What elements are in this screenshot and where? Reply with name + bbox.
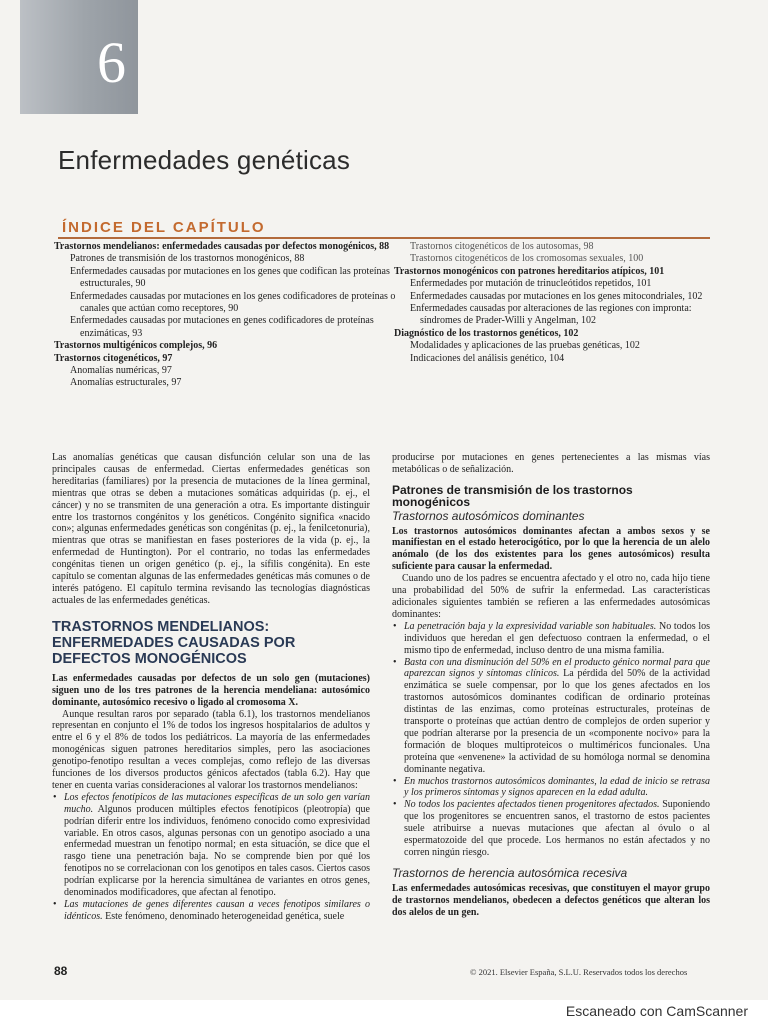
bullet-item (392, 799, 710, 859)
body-right-column (392, 452, 710, 919)
toc-entry: Anomalías numéricas, 97 (70, 365, 172, 377)
toc-entry: Patrones de transmisión de los trastornos monogénicos, 88 (70, 253, 305, 265)
bullet-icon: • (393, 656, 397, 668)
toc-entry: Enfermedades causadas por mutaciones en los genes codificadores de proteínas o canales que actúan como receptores, 90 (70, 290, 396, 315)
bullet-icon: • (53, 791, 57, 803)
copyright-notice: © 2021. Elsevier España, S.L.U. Reservados todos los derechos (470, 967, 688, 977)
chapter-number-box (20, 0, 138, 114)
toc-entry: Enfermedades causadas por alteraciones de las regiones con impronta: síndromes de Prader-Willi y Angelman, 102 (410, 303, 692, 327)
toc-entry: Anomalías estructurales, 97 (70, 377, 182, 389)
toc-left-column (54, 241, 399, 390)
bullet-lead: No todos los pacientes afectados tienen progenitores afectados. (404, 799, 660, 811)
subsubsection-heading: Trastornos autosómicos dominantes (392, 508, 585, 523)
toc-right-column (394, 241, 714, 365)
page-number: 88 (54, 964, 68, 978)
bullet-text: La pérdida del 50% de la actividad enzimática se suele compensar, por lo que los genes afectados en los trastornos autosómicos dominantes codifican de ordinario proteínas distintas de las enzimas, como proteínas estructurales, proteínas de transporte o proteínas que actúan dentro de complejos de orden superior y que podrían alterarse por la presencia de un «componente nocivo» para la formación de bloques multiproteicos o multiméricos funcionales. Una proteína que «envenene» la actividad de su homóloga normal se denomina dominante negativa. (404, 668, 710, 775)
lead-paragraph: Los trastornos autosómicos dominantes afectan a ambos sexos y se manifiestan en el estado heterocigótico, por lo que la herencia de un alelo anómalo (de los dos existentes para los genes autosómicos) resulta suficiente para causar la enfermedad. (392, 525, 710, 573)
bullet-icon: • (393, 775, 397, 787)
toc-entry: Indicaciones del análisis genético, 104 (410, 352, 565, 364)
lead-paragraph: Las enfermedades causadas por defectos de un solo gen (mutaciones) siguen uno de los tres patrones de la herencia mendeliana: autosómico dominante, autosómico recesivo o ligado al cromosoma X. (52, 672, 370, 708)
toc-heading: ÍNDICE DEL CAPÍTULO (62, 219, 266, 236)
toc-divider (58, 237, 710, 239)
bullet-item (392, 621, 710, 657)
toc-entry: Trastornos mendelianos: enfermedades causadas por defectos monogénicos, 88 (54, 241, 390, 252)
toc-entry: Trastornos citogenéticos de los cromosomas sexuales, 100 (410, 253, 644, 265)
bullet-icon: • (393, 620, 397, 632)
toc-entry: Diagnóstico de los trastornos genéticos, 102 (394, 327, 579, 339)
bullet-lead: En muchos trastornos autosómicos dominantes, la edad de inicio se retrasa y los primeros síntomas y signos aparecen en la edad adulta. (404, 775, 710, 799)
bullet-text: Suponiendo que los progenitores se encuentren sanos, el trastorno de estos pacientes suele atribuirse a nuevas mutaciones que afectan al óvulo o al espermatozoide del que procede. Los hermanos no están afectados y no corren ningún riesgo. (404, 799, 710, 858)
continuation-paragraph: producirse por mutaciones en genes pertenecientes a las mismas vías metabólicas o de señalización. (392, 452, 710, 475)
toc-entry: Trastornos citogenéticos, 97 (54, 352, 173, 364)
subsection-heading: Patrones de transmisión de los trastornos monogénicos (392, 482, 633, 509)
lead-paragraph: Las enfermedades autosómicas recesivas, que constituyen el mayor grupo de trastornos mendelianos, obedecen a defectos genéticos que alteran los dos alelos de un gen. (392, 882, 710, 918)
bullet-icon: • (53, 899, 57, 910)
toc-entry: Trastornos citogenéticos de los autosomas, 98 (410, 241, 594, 252)
body-paragraph: Aunque resultan raros por separado (tabla 6.1), los trastornos mendelianos representan en conjunto el 1% de todos los ingresos hospitalarios de adultos y entre el 6 y el 8% de todos los pediátricos. La mayoría de las enfermedades monogénicas siguen patrones hereditarios simples, pero las asociaciones genotipo-fenotipo resultan a veces complejas, como reflejo de las diversas funciones de los diversos productos génicos afectados (tabla 6.2). Hay que tener en cuenta varias consideraciones al valorar los trastornos mendelianos: (52, 708, 370, 791)
chapter-number: 6 (97, 30, 126, 95)
bullet-lead: Basta con una disminución del 50% en el producto génico normal para que aparezcan signos y síntomas clínicos. (404, 656, 710, 680)
toc-entry: Enfermedades causadas por mutaciones en los genes que codifican las proteínas estructurales, 90 (70, 265, 390, 290)
intro-paragraph: Las anomalías genéticas que causan disfunción celular son una de las principales causas de enfermedad. Ciertas enfermedades genéticas son hereditarias (familiares) por la presencia de mutaciones de la línea germinal, mientras que otras se deben a mutaciones somáticas adquiridas (p. ej., el cáncer) y no se transmiten de una generación a otra. Es importante distinguir entre los trastornos congénitos y los genéticos. Congénito significa «nacido con»; algunas enfermedades genéticas son congénitas (p. ej., la fenilcetonuria), mientras que otras se manifiestan en fases posteriores de la vida (p. ej., la enfermedad de Huntington). Por el contrario, no todas las enfermedades congénitas tienen un origen genético (p. ej., la sífilis congénita). En este capítulo se comentan algunas de las enfermedades genéticas más comunes o de interés patógeno. El capítulo termina revisando las tecnologías diagnósticas actuales de las enfermedades genéticas. (52, 452, 370, 606)
bullet-list (392, 621, 710, 859)
bullet-text: Algunos producen múltiples efectos fenotípicos (pleotropía) que podrían diferir entre los individuos, fenómeno conocido como expresividad variable. En otros casos, algunas personas con un genotipo asociado a una enfermedad muestran un fenotipo normal; en esta situación, se dice que el rasgo tiene una penetración baja. No se comprende bien por qué los fenotipos no se correlacionan con los genotipos en tales casos. Ciertos casos podrían explicarse por la herencia simultánea de variantes en otros genes, denominados modificadores, que afectan al fenotipo. (64, 803, 370, 899)
bullet-lead: Los efectos fenotípicos de las mutaciones específicas de un solo gen varían mucho. (64, 791, 370, 815)
toc-entry: Trastornos monogénicos con patrones hereditarios atípicos, 101 (394, 265, 665, 277)
body-left-column (52, 452, 370, 923)
section-heading: TRASTORNOS MENDELIANOS: ENFERMEDADES CAUSADAS POR DEFECTOS MONOGÉNICOS (52, 618, 296, 667)
scanner-watermark: Escaneado con CamScanner (565, 1003, 748, 1019)
subsubsection-heading: Trastornos de herencia autosómica recesiva (392, 865, 628, 880)
toc-entry: Modalidades y aplicaciones de las pruebas genéticas, 102 (410, 340, 640, 352)
toc-entry: Enfermedades causadas por mutaciones en genes codificadores de proteínas enzimáticas, 93 (70, 315, 374, 339)
bullet-text: Este fenómeno, denominado heterogeneidad genética, suele (102, 910, 345, 922)
chapter-title: Enfermedades genéticas (58, 145, 351, 175)
bullet-item (52, 899, 370, 923)
bullet-icon: • (393, 799, 397, 811)
toc-entry: Trastornos multigénicos complejos, 96 (54, 340, 218, 352)
bullet-lead: La penetración baja y la expresividad variable son habituales. (404, 620, 657, 632)
toc-entry: Enfermedades causadas por mutaciones en los genes mitocondriales, 102 (410, 290, 703, 302)
bullet-lead: Las mutaciones de genes diferentes causan a veces fenotipos similares o idénticos. (64, 899, 370, 922)
bullet-text: No todos los individuos que heredan el gen defectuoso contraen la enfermedad, o el mismo tipo de enfermedad, incluso dentro de una misma familia. (404, 620, 710, 656)
bullet-list (52, 792, 370, 923)
bullet-item (52, 792, 370, 899)
body-paragraph: Cuando uno de los padres se encuentra afectado y el otro no, cada hijo tiene una probabilidad del 50% de sufrir la enfermedad. Las características adicionales siguientes también se refieren a las enfermedades autosómicas dominantes: (392, 573, 710, 620)
bullet-item (392, 776, 710, 800)
bullet-item (392, 657, 710, 776)
toc-entry: Enfermedades por mutación de trinucleótidos repetidos, 101 (410, 278, 652, 290)
